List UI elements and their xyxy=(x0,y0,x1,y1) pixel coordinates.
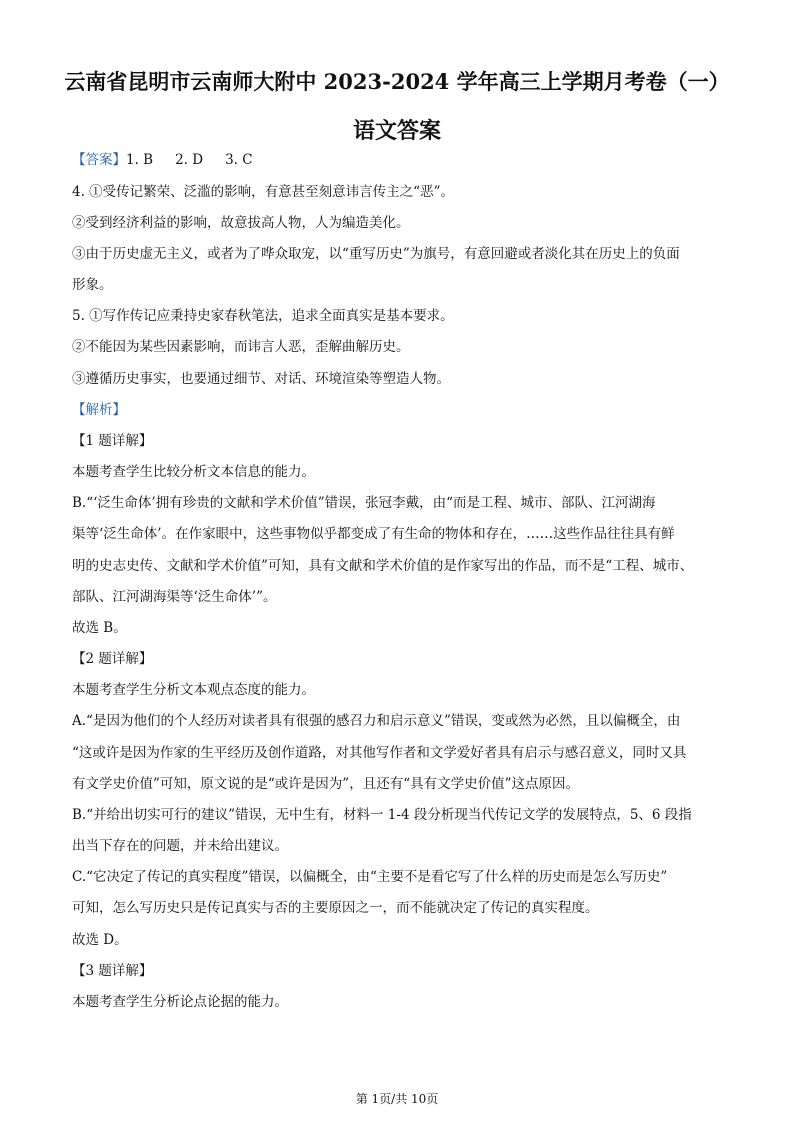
answer-4-line-1: 4. ①受传记繁荣、泛滥的影响，有意甚至刻意讳言传主之“恶”。 xyxy=(72,184,454,200)
detail-heading-1: 【1 题详解】 xyxy=(72,433,153,449)
answer-4-line-2: ②受到经济利益的影响，故意拔高人物，人为编造美化。 xyxy=(72,215,410,231)
answer-2: 2. D xyxy=(175,152,204,168)
detail-text: 部队、江河湖海渠等‘泛生命体’”。 xyxy=(72,589,277,605)
document-subtitle: 语文答案 xyxy=(352,118,441,144)
detail-text: 本题考查学生比较分析文本信息的能力。 xyxy=(72,464,315,480)
analysis-tag: 【解析】 xyxy=(72,402,126,418)
detail-heading-2: 【2 题详解】 xyxy=(72,651,153,667)
detail-conclusion: 故选 D。 xyxy=(72,932,128,948)
answer-3: 3. C xyxy=(225,152,253,168)
detail-text: 明的史志史传、文献和学术价值”可知，具有文献和学术价值的是作家写出的作品，而不是“工程、城市、 xyxy=(72,558,694,574)
answer-1: 1. B xyxy=(126,152,154,168)
answer-5-line-1: 5. ①写作传记应秉持史家春秋笔法，追求全面真实是基本要求。 xyxy=(72,308,454,324)
detail-text: 本题考查学生分析论点论据的能力。 xyxy=(72,994,288,1010)
detail-text: 本题考查学生分析文本观点态度的能力。 xyxy=(72,682,315,698)
detail-text: 可知，怎么写历史只是传记真实与否的主要原因之一，而不能就决定了传记的真实程度。 xyxy=(72,900,599,916)
document-title: 云南省昆明市云南师大附中 2023-2024 学年高三上学期月考卷（一） xyxy=(64,69,730,94)
detail-text: B.“并给出切实可行的建议”错误，无中生有，材料一 1-4 段分析现当代传记文学的发展特点，5、6 段指 xyxy=(72,807,692,823)
answer-4-line-4: 形象。 xyxy=(72,277,113,293)
answer-key-line xyxy=(72,150,253,170)
detail-text: A.“是因为他们的个人经历对读者具有很强的感召力和启示意义”错误，变或然为必然，且以偏概全，由 xyxy=(72,713,681,729)
answer-5-line-2: ②不能因为某些因素影响，而讳言人恶，歪解曲解历史。 xyxy=(72,339,410,355)
detail-text: B.“‘泛生命体’拥有珍贵的文献和学术价值”错误，张冠李戴，由“而是工程、城市、部队、江河湖海 xyxy=(72,495,656,511)
detail-text: 有文学史价值”可知，原文说的是“或许是因为”，且还有“具有文学史价值”这点原因。 xyxy=(72,776,580,792)
page-number: 第 1页/共 10页 xyxy=(355,1092,439,1106)
detail-text: 出当下存在的问题，并未给出建议。 xyxy=(72,838,288,854)
detail-text: 渠等‘泛生命体’。在作家眼中，这些事物似乎都变成了有生命的物体和存在，……这些作品往往具有鲜 xyxy=(72,526,675,542)
detail-text: C.“它决定了传记的真实程度”错误，以偏概全，由“主要不是看它写了什么样的历史而是怎么写历史” xyxy=(72,869,668,885)
answer-5-line-3: ③遵循历史事实，也要通过细节、对话、环境渲染等塑造人物。 xyxy=(72,371,450,387)
answer-tag: 【答案】 xyxy=(72,152,126,168)
answer-4-line-3: ③由于历史虚无主义，或者为了哗众取宠，以“重写历史”为旗号，有意回避或者淡化其在历史上的负面 xyxy=(72,246,680,262)
detail-text: “这或许是因为作家的生平经历及创作道路，对其他写作者和文学爱好者具有启示与感召意义，同时又具 xyxy=(72,745,687,761)
detail-heading-3: 【3 题详解】 xyxy=(72,963,153,979)
detail-conclusion: 故选 B。 xyxy=(72,620,127,636)
